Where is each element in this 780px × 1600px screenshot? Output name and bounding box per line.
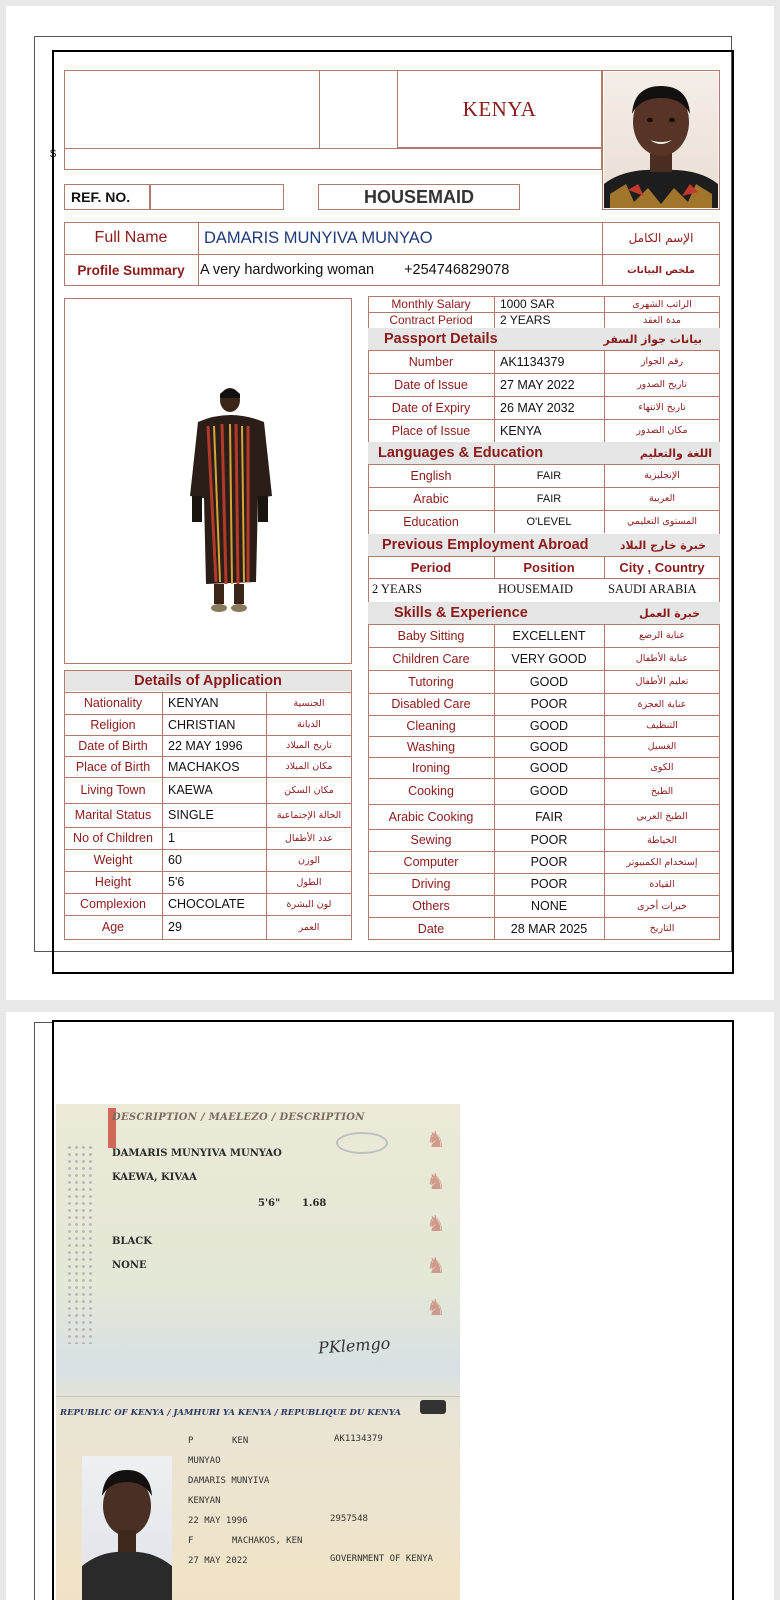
passport-scan-page xyxy=(6,1012,774,1600)
application-label: Living Town xyxy=(80,783,146,797)
job-title-box xyxy=(318,184,520,210)
passport-residence: KAEWA, KIVAA xyxy=(112,1172,197,1183)
application-label: Marital Status xyxy=(74,808,152,822)
row-label: Place of Issue xyxy=(391,423,471,438)
row-label: Disabled Care xyxy=(391,697,471,711)
application-label: Date of Birth xyxy=(78,738,148,753)
languages-section-title: Languages & Education xyxy=(378,445,544,461)
row-label: Sewing xyxy=(410,833,452,847)
application-label-ar: الحالة الإجتماعية xyxy=(276,809,342,821)
row-label-ar: الطبخ xyxy=(650,785,674,797)
animal-watermark-icon: ♞ ♞ ♞ ♞ ♞ xyxy=(426,1128,446,1321)
passport-height-m: 1.68 xyxy=(302,1198,327,1209)
row-value: POOR xyxy=(530,877,568,891)
row-label-ar: العربية xyxy=(649,493,675,504)
passport-marks: NONE xyxy=(112,1260,147,1271)
application-label: Complexion xyxy=(79,897,146,911)
skills-section-title-ar: خبرة العمل xyxy=(639,606,700,620)
employment-column-header: Position xyxy=(523,559,575,575)
passport-photo xyxy=(82,1456,172,1600)
row-label-ar: رقم الجواز xyxy=(640,356,684,367)
row-label: English xyxy=(410,468,452,483)
passport-section-header xyxy=(368,328,720,350)
profile-summary-ar: ملخص البيانات xyxy=(627,264,695,276)
passport-surname: MUNYAO xyxy=(188,1456,221,1466)
row-value: 1000 SAR xyxy=(500,297,555,311)
passport-description-header: DESCRIPTION / MAELEZO / DESCRIPTION xyxy=(112,1112,365,1123)
passport-place-of-birth: MACHAKOS, KEN xyxy=(232,1536,303,1546)
portrait-photo xyxy=(604,72,718,208)
row-label: Education xyxy=(403,514,459,529)
application-label-ar: عدد الأطفال xyxy=(284,832,334,844)
passport-signature: PKlemgo xyxy=(317,1333,391,1358)
row-label-ar: الخياطة xyxy=(646,834,678,846)
row-label: Arabic xyxy=(413,491,449,506)
row-value: POOR xyxy=(530,697,568,711)
application-section-title: Details of Application xyxy=(134,673,282,689)
application-label: Weight xyxy=(93,853,133,867)
passport-holder-name: DAMARIS MUNYIVA MUNYAO xyxy=(112,1148,282,1159)
row-label-ar: تاريخ الصدور xyxy=(637,379,687,390)
full-body-photo xyxy=(186,386,278,614)
row-value: 27 MAY 2022 xyxy=(500,377,575,392)
row-value: GOOD xyxy=(529,784,569,798)
application-value: KENYAN xyxy=(168,696,219,710)
perforation-dots xyxy=(66,1144,96,1344)
coat-of-arms-icon xyxy=(336,1132,388,1154)
row-label-ar: إستخدام الكمبيوتر xyxy=(626,856,698,868)
row-label-ar: الطبخ العربي xyxy=(636,811,688,822)
passport-given-names: DAMARIS MUNYIVA xyxy=(188,1476,270,1486)
row-label-ar: عناية الأطفال xyxy=(635,653,689,664)
row-label: Number xyxy=(408,354,454,369)
country-title: KENYA xyxy=(462,96,537,121)
row-label: Ironing xyxy=(411,760,451,775)
profile-summary-value xyxy=(198,254,602,286)
application-value: KAEWA xyxy=(168,783,213,797)
passport-sex: F xyxy=(188,1536,194,1546)
profile-summary-label: Profile Summary xyxy=(77,262,185,278)
phone-number: +254746829078 xyxy=(404,262,510,278)
row-label: Others xyxy=(412,899,450,913)
row-label-ar: الإنجليزية xyxy=(644,470,680,481)
application-label: Height xyxy=(94,875,132,889)
application-value: 5'6 xyxy=(168,875,185,889)
row-label: Cooking xyxy=(408,784,454,798)
application-label-ar: مكان الميلاد xyxy=(285,761,333,772)
application-label: Age xyxy=(101,920,125,934)
full-name-ar: الإسم الكامل xyxy=(628,231,694,245)
cv-page xyxy=(6,6,774,1000)
languages-section-header xyxy=(368,442,720,464)
employment-cell: SAUDI ARABIA xyxy=(608,581,697,596)
ref-label-box xyxy=(64,184,150,210)
employment-section-title-ar: خبرة خارج البلاد xyxy=(619,538,706,552)
full-name-value: DAMARIS MUNYIVA MUNYAO xyxy=(204,228,433,247)
application-label: No of Children xyxy=(73,831,153,845)
application-value: SINGLE xyxy=(168,808,214,822)
row-label-ar: القيادة xyxy=(649,878,675,890)
chip-icon xyxy=(420,1400,446,1414)
employment-column-header: Period xyxy=(410,559,452,575)
application-label-ar: الجنسية xyxy=(293,697,325,709)
row-label-ar: مكان الصدور xyxy=(636,425,688,436)
application-value: 22 MAY 1996 xyxy=(168,738,243,753)
passport-authority: GOVERNMENT OF KENYA xyxy=(330,1554,433,1564)
application-value: CHRISTIAN xyxy=(168,717,236,732)
row-value: FAIR xyxy=(536,469,562,482)
row-value: 26 MAY 2032 xyxy=(500,400,575,415)
employment-cell: HOUSEMAID xyxy=(498,581,573,596)
row-label-ar: مدة العقد xyxy=(643,314,681,326)
row-label: Arabic Cooking xyxy=(388,809,474,824)
skills-section-header xyxy=(368,602,720,624)
row-label-ar: الغسيل xyxy=(647,741,677,752)
passport-issue-date: 27 MAY 2022 xyxy=(188,1556,248,1566)
row-label: Washing xyxy=(406,739,456,754)
row-label: Contract Period xyxy=(389,313,473,327)
side-mark: $ xyxy=(50,148,57,160)
row-value: VERY GOOD xyxy=(511,651,587,666)
skills-section-title: Skills & Experience xyxy=(394,605,528,621)
job-title: HOUSEMAID xyxy=(363,186,474,207)
row-label-ar: الكوى xyxy=(650,762,674,773)
ref-label: REF. NO. xyxy=(71,189,131,205)
application-label: Nationality xyxy=(83,696,143,710)
row-label: Date of Issue xyxy=(394,377,468,392)
application-label-ar: الديانة xyxy=(297,719,321,730)
row-label: Baby Sitting xyxy=(397,628,465,643)
row-value: NONE xyxy=(530,899,568,913)
row-value: FAIR xyxy=(536,492,562,505)
languages-section-title-ar: اللغة والتعليم xyxy=(639,446,712,460)
row-label: Computer xyxy=(403,855,459,869)
passport-section-title-ar: بيانات جواز السفر xyxy=(603,332,702,346)
employment-cell: 2 YEARS xyxy=(372,581,422,596)
country-box xyxy=(397,70,602,148)
row-label-ar: عناية العجزة xyxy=(637,698,687,710)
application-label-ar: تاريخ الميلاد xyxy=(286,740,332,751)
row-value: AK1134379 xyxy=(500,354,565,369)
row-label: Date of Expiry xyxy=(391,400,471,415)
row-value: EXCELLENT xyxy=(512,628,586,643)
application-label: Religion xyxy=(90,717,136,732)
passport-dob: 22 MAY 1996 xyxy=(188,1516,248,1526)
employment-section-title: Previous Employment Abroad xyxy=(382,537,589,553)
row-label-ar: خبرات أخرى xyxy=(637,900,687,912)
application-label-ar: الوزن xyxy=(298,854,321,866)
row-label: Cleaning xyxy=(406,718,456,733)
row-label-ar: تاريخ الانتهاء xyxy=(638,402,686,413)
row-label-ar: التنظيف xyxy=(646,720,678,731)
row-value: KENYA xyxy=(500,423,542,438)
row-value: 28 MAR 2025 xyxy=(510,921,588,936)
row-value: GOOD xyxy=(529,718,569,733)
row-value: GOOD xyxy=(529,739,569,754)
row-value: POOR xyxy=(530,855,568,869)
row-label-ar: عناية الرضع xyxy=(638,630,686,641)
row-label: Children Care xyxy=(392,651,470,666)
application-label-ar: الطول xyxy=(296,876,322,888)
application-section-header xyxy=(65,671,351,691)
application-label-ar: العمر xyxy=(298,921,320,933)
application-label-ar: لون البشرة xyxy=(286,898,332,910)
profile-summary-text: A very hardworking woman xyxy=(200,262,375,278)
row-value: GOOD xyxy=(529,674,569,689)
application-value: 1 xyxy=(168,831,175,845)
application-label: Place of Birth xyxy=(75,759,151,774)
passport-eye-color: BLACK xyxy=(112,1236,152,1247)
application-value: MACHAKOS xyxy=(168,759,240,774)
passport-personal-number: 2957548 xyxy=(330,1514,368,1524)
row-value: FAIR xyxy=(535,809,563,824)
passport-nationality: KENYAN xyxy=(188,1496,221,1506)
passport-country-code: KEN xyxy=(232,1436,249,1446)
passport-height-ft: 5'6" xyxy=(258,1198,281,1209)
full-name-label: Full Name xyxy=(94,229,168,246)
employment-section-header xyxy=(368,534,720,556)
row-label-ar: تعليم الأطفال xyxy=(635,676,689,687)
row-value: POOR xyxy=(530,833,568,847)
row-label-ar: المستوى التعليمي xyxy=(626,516,698,527)
row-label-ar: التاريخ xyxy=(649,923,675,934)
row-label: Driving xyxy=(411,877,451,891)
employment-column-header: City , Country xyxy=(619,559,705,575)
passport-number: AK1134379 xyxy=(334,1434,383,1444)
ref-number-field xyxy=(150,184,284,210)
application-value: 29 xyxy=(168,920,182,934)
row-value: 2 YEARS xyxy=(500,313,551,327)
row-value: GOOD xyxy=(529,760,569,775)
passport-republic-header: REPUBLIC OF KENYA / JAMHURI YA KENYA / REPUBLIQUE DU KENYA xyxy=(60,1408,401,1418)
row-label: Date xyxy=(417,921,445,936)
row-label: Monthly Salary xyxy=(391,297,471,311)
passport-scan-image xyxy=(56,1104,460,1600)
passport-type: P xyxy=(188,1436,194,1446)
passport-section-title: Passport Details xyxy=(384,331,498,347)
row-value: O'LEVEL xyxy=(526,515,572,528)
application-value: 60 xyxy=(168,853,182,867)
row-label-ar: الراتب الشهرى xyxy=(632,298,692,310)
application-value: CHOCOLATE xyxy=(168,897,245,911)
row-label: Tutoring xyxy=(408,674,454,689)
application-label-ar: مكان السكن xyxy=(284,784,334,796)
